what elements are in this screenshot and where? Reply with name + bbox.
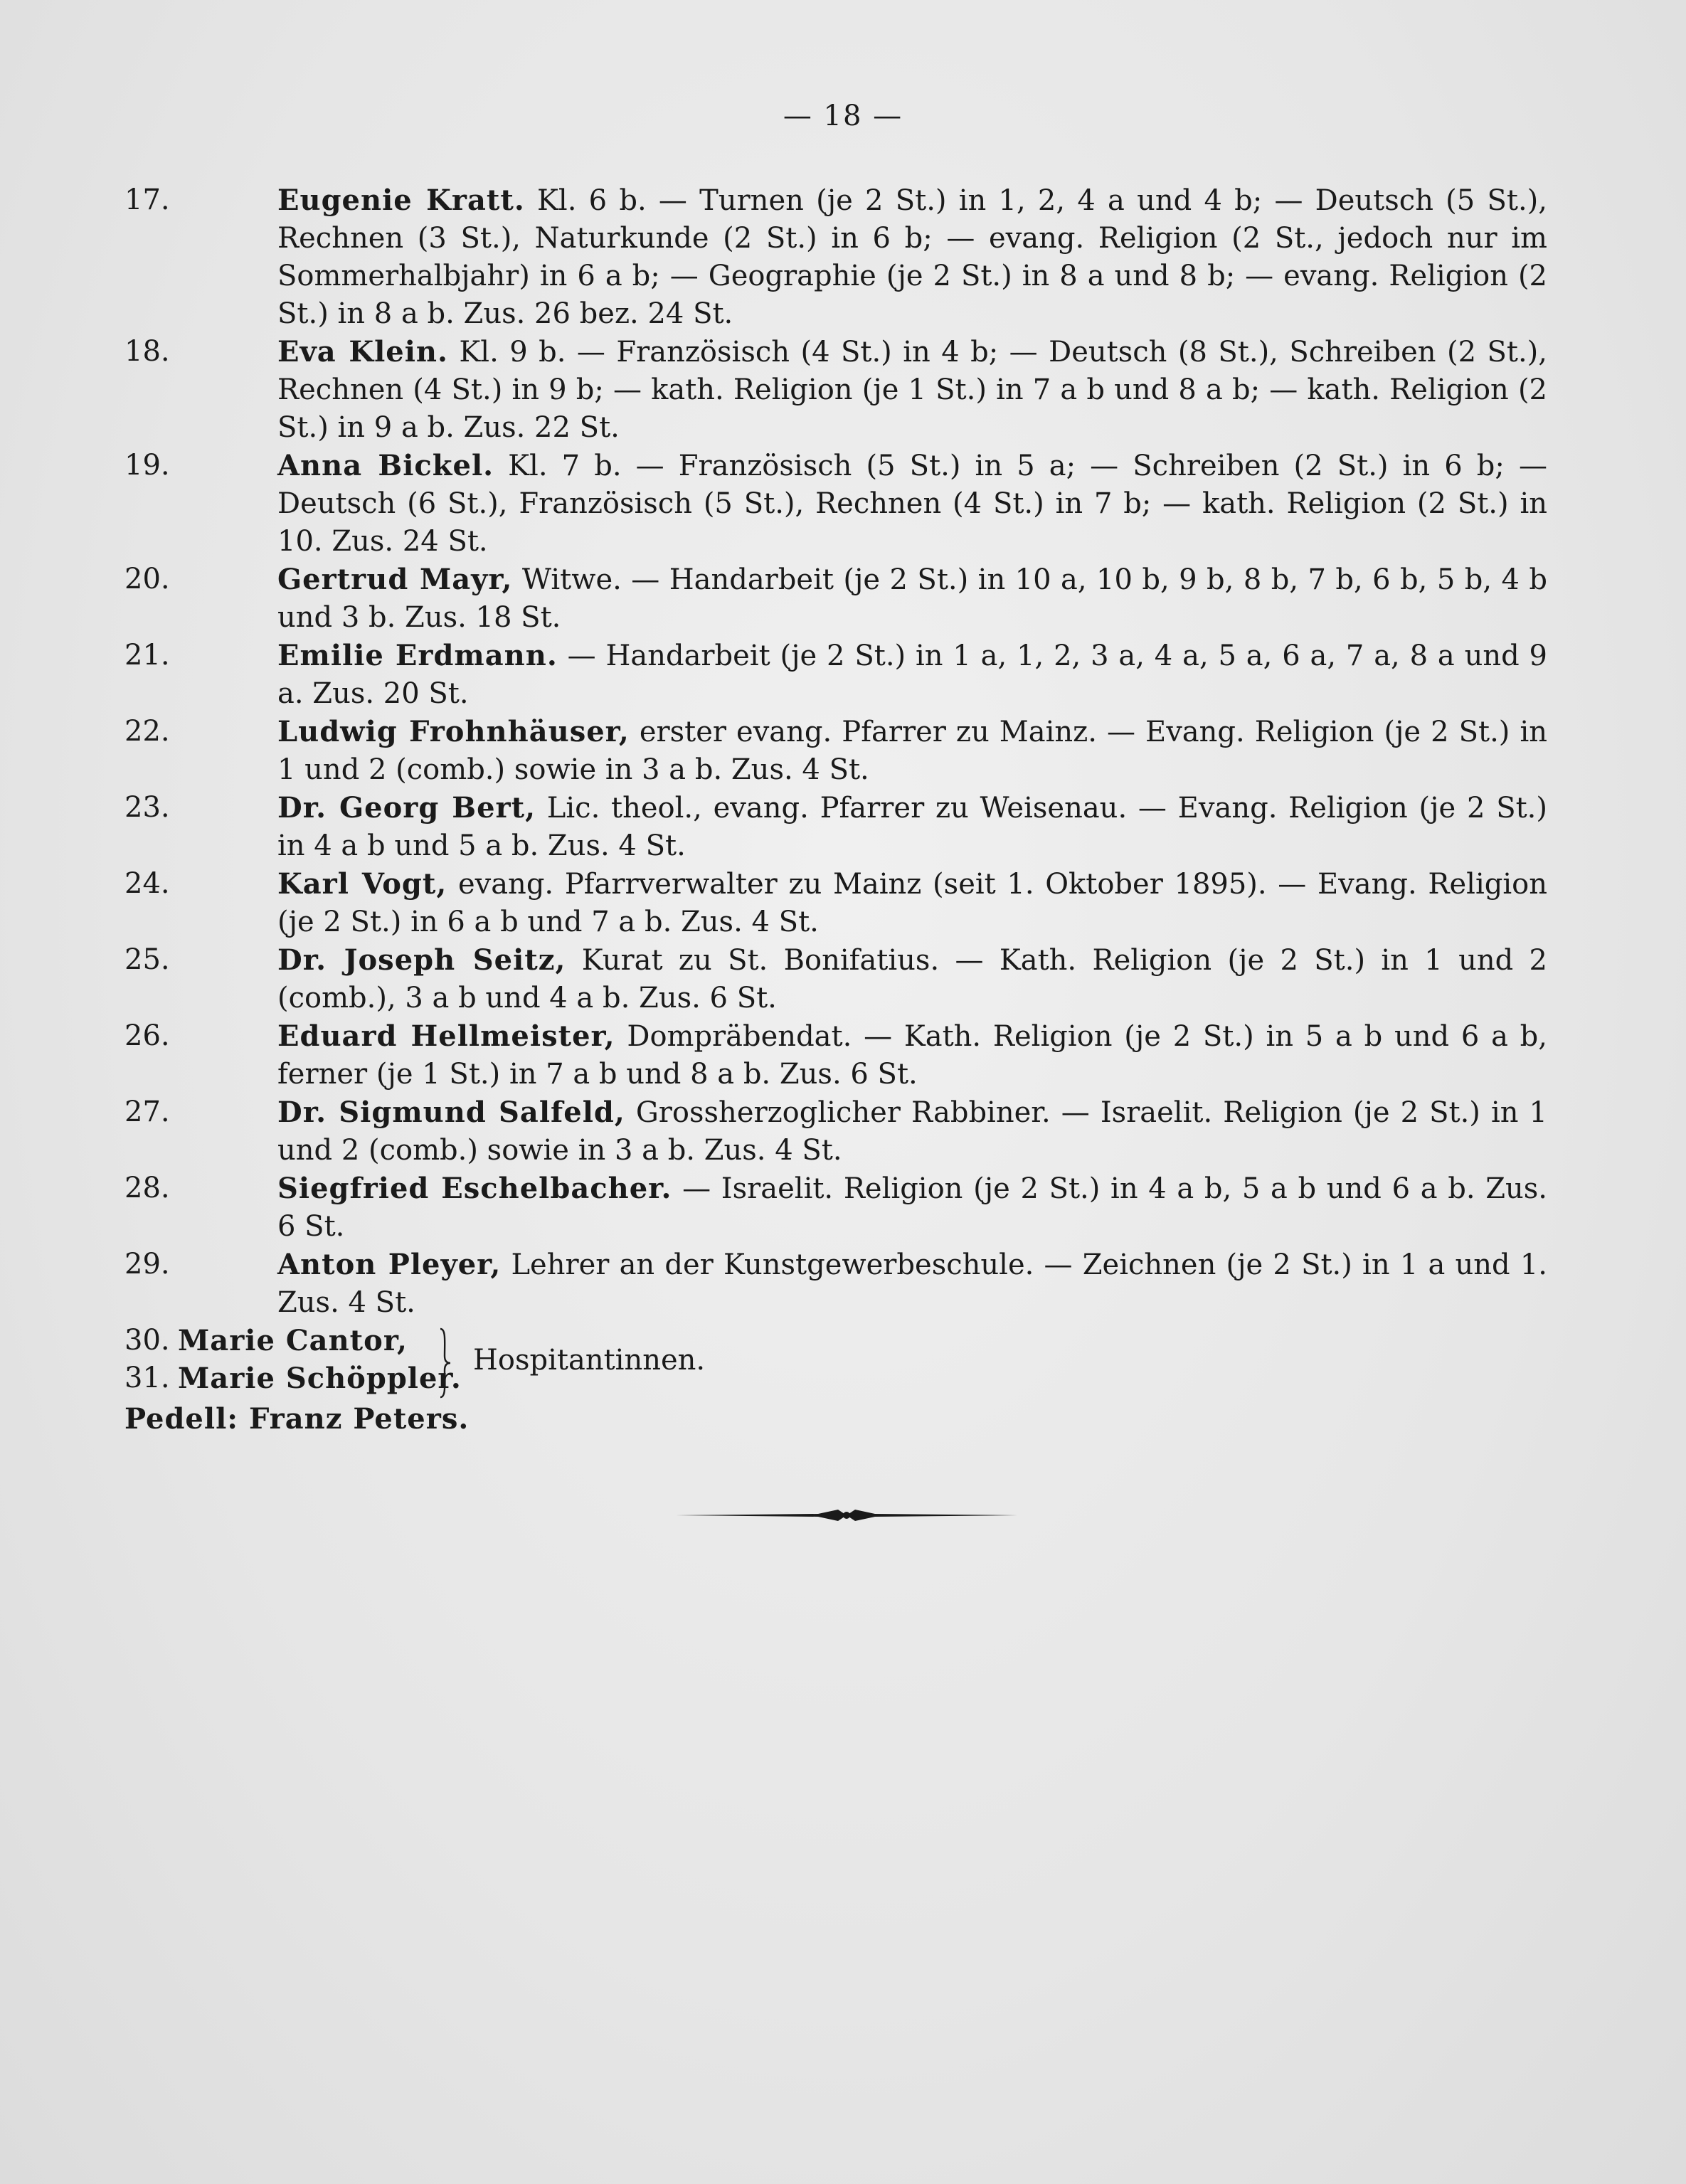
entry-name: Gertrud Mayr, xyxy=(277,563,513,596)
entry-number: 18. xyxy=(124,335,170,368)
entry-name: Eugenie Kratt. xyxy=(277,184,525,217)
entry-name: Ludwig Frohnhäuser, xyxy=(277,715,630,748)
entry-number: 23. xyxy=(124,791,170,824)
entry-text: — Israelit. Religion (je 2 St.) in 4 a b, 5 a b und 6 a b. Zus. 6 St. xyxy=(277,1172,1547,1243)
entry-name: Siegfried Eschelbacher. xyxy=(277,1172,672,1205)
page-number: — 18 — xyxy=(783,100,903,132)
list-item xyxy=(124,1093,1547,1170)
entry-number: 17. xyxy=(124,184,170,216)
list-item xyxy=(124,1359,1547,1397)
list-item xyxy=(124,1017,1547,1093)
list-item xyxy=(124,181,1547,333)
staff-list xyxy=(124,181,1547,1438)
entry-number: 28. xyxy=(124,1172,170,1204)
list-item xyxy=(124,637,1547,713)
list-item xyxy=(124,447,1547,561)
list-item xyxy=(124,1170,1547,1246)
list-item xyxy=(124,789,1547,865)
entry-name: Marie Cantor, xyxy=(178,1324,408,1357)
list-item xyxy=(124,561,1547,637)
entry-name: Anna Bickel. xyxy=(277,449,494,482)
entry-text: Kl. 6 b. — Turnen (je 2 St.) in 1, 2, 4 a und 4 b; — Deutsch (5 St.), Rechnen (3 St.), Naturkunde (2 St.) in 6 b; — evang. Religion (2 St., jedoch nur im Sommerhalbjahr) in 6 a b; — Geographie (je 2 St.) in 8 a und 8 b; — evang. Religion (2 St.) in 8 a b. Zus. 26 bez. 24 St. xyxy=(277,184,1547,330)
entry-text: evang. Pfarrverwalter zu Mainz (seit 1. Oktober 1895). — Evang. Religion (je 2 St.) in 6 a b und 7 a b. Zus. 4 St. xyxy=(277,868,1547,938)
entry-name: Eva Klein. xyxy=(277,335,448,369)
list-item xyxy=(124,865,1547,941)
pedell-line: Pedell: Franz Peters. xyxy=(124,1402,470,1436)
list-item xyxy=(124,1246,1547,1322)
list-item xyxy=(124,941,1547,1017)
entry-number: 19. xyxy=(124,449,170,482)
entry-name: Anton Pleyer, xyxy=(277,1248,502,1281)
entry-number: 20. xyxy=(124,563,170,595)
entry-name: Dr. Sigmund Salfeld, xyxy=(277,1096,625,1129)
entry-text: Lehrer an der Kunstgewerbeschule. — Zeichnen (je 2 St.) in 1 a und 1. Zus. 4 St. xyxy=(277,1249,1547,1319)
entry-number: 25. xyxy=(124,943,170,976)
entry-text: Lic. theol., evang. Pfarrer zu Weisenau. — Evang. Religion (je 2 St.) in 4 a b und 5 a b. Zus. 4 St. xyxy=(277,792,1548,862)
entry-name: Dr. Joseph Seitz, xyxy=(277,943,566,977)
entry-text: Kl. 7 b. — Französisch (5 St.) in 5 a; — Schreiben (2 St.) in 6 b; — Deutsch (6 St.), Französisch (5 St.), Rechnen (4 St.) in 7 b; — kath. Religion (2 St.) in 10. Zus. 24 St. xyxy=(277,450,1547,558)
decorative-rule-icon xyxy=(676,1507,1017,1524)
entry-number: 22. xyxy=(124,715,170,748)
entry-text: Grossherzoglicher Rabbiner. — Israelit. Religion (je 2 St.) in 1 und 2 (comb.) sowie in 3 a b. Zus. 4 St. xyxy=(277,1096,1548,1167)
hospitants-group xyxy=(124,1322,1547,1400)
entry-text: Dompräbendat. — Kath. Religion (je 2 St.) in 5 a b und 6 a b, ferner (je 1 St.) in 7 a b und 8 a b. Zus. 6 St. xyxy=(277,1020,1547,1091)
entry-name: Emilie Erdmann. xyxy=(277,639,558,672)
entry-name: Marie Schöppler. xyxy=(178,1362,462,1395)
entry-number: 24. xyxy=(124,867,170,900)
list-item xyxy=(124,1322,1547,1359)
entry-number: 29. xyxy=(124,1248,170,1281)
entry-text: Kurat zu St. Bonifatius. — Kath. Religion (je 2 St.) in 1 und 2 (comb.), 3 a b und 4 a b. Zus. 6 St. xyxy=(277,944,1548,1014)
entry-name: Karl Vogt, xyxy=(277,867,447,901)
entry-text: erster evang. Pfarrer zu Mainz. — Evang. Religion (je 2 St.) in 1 und 2 (comb.) sowie in 3 a b. Zus. 4 St. xyxy=(277,716,1548,786)
list-item xyxy=(124,713,1547,789)
entry-name: Eduard Hellmeister, xyxy=(277,1019,615,1053)
entry-number: 27. xyxy=(124,1096,170,1128)
entry-number: 26. xyxy=(124,1019,170,1052)
entry-name: Dr. Georg Bert, xyxy=(277,791,536,825)
entry-number: 31. xyxy=(124,1362,170,1394)
list-item xyxy=(124,333,1547,447)
entry-text: Witwe. — Handarbeit (je 2 St.) in 10 a, 10 b, 9 b, 8 b, 7 b, 6 b, 5 b, 4 b und 3 b. Zus. 18 St. xyxy=(277,563,1547,634)
curly-brace-icon xyxy=(438,1327,453,1399)
entry-text: Kl. 9 b. — Französisch (4 St.) in 4 b; — Deutsch (8 St.), Schreiben (2 St.), Rechnen (4 St.) in 9 b; — kath. Religion (je 1 St.) in 7 a b und 8 a b; — kath. Religion (2 St.) in 9 a b. Zus. 22 St. xyxy=(277,336,1548,444)
hospitants-label: Hospitantinnen. xyxy=(473,1344,706,1377)
entry-number: 30. xyxy=(124,1324,170,1357)
entry-text: — Handarbeit (je 2 St.) in 1 a, 1, 2, 3 a, 4 a, 5 a, 6 a, 7 a, 8 a und 9 a. Zus. 20 St. xyxy=(277,640,1548,710)
entry-number: 21. xyxy=(124,639,170,672)
